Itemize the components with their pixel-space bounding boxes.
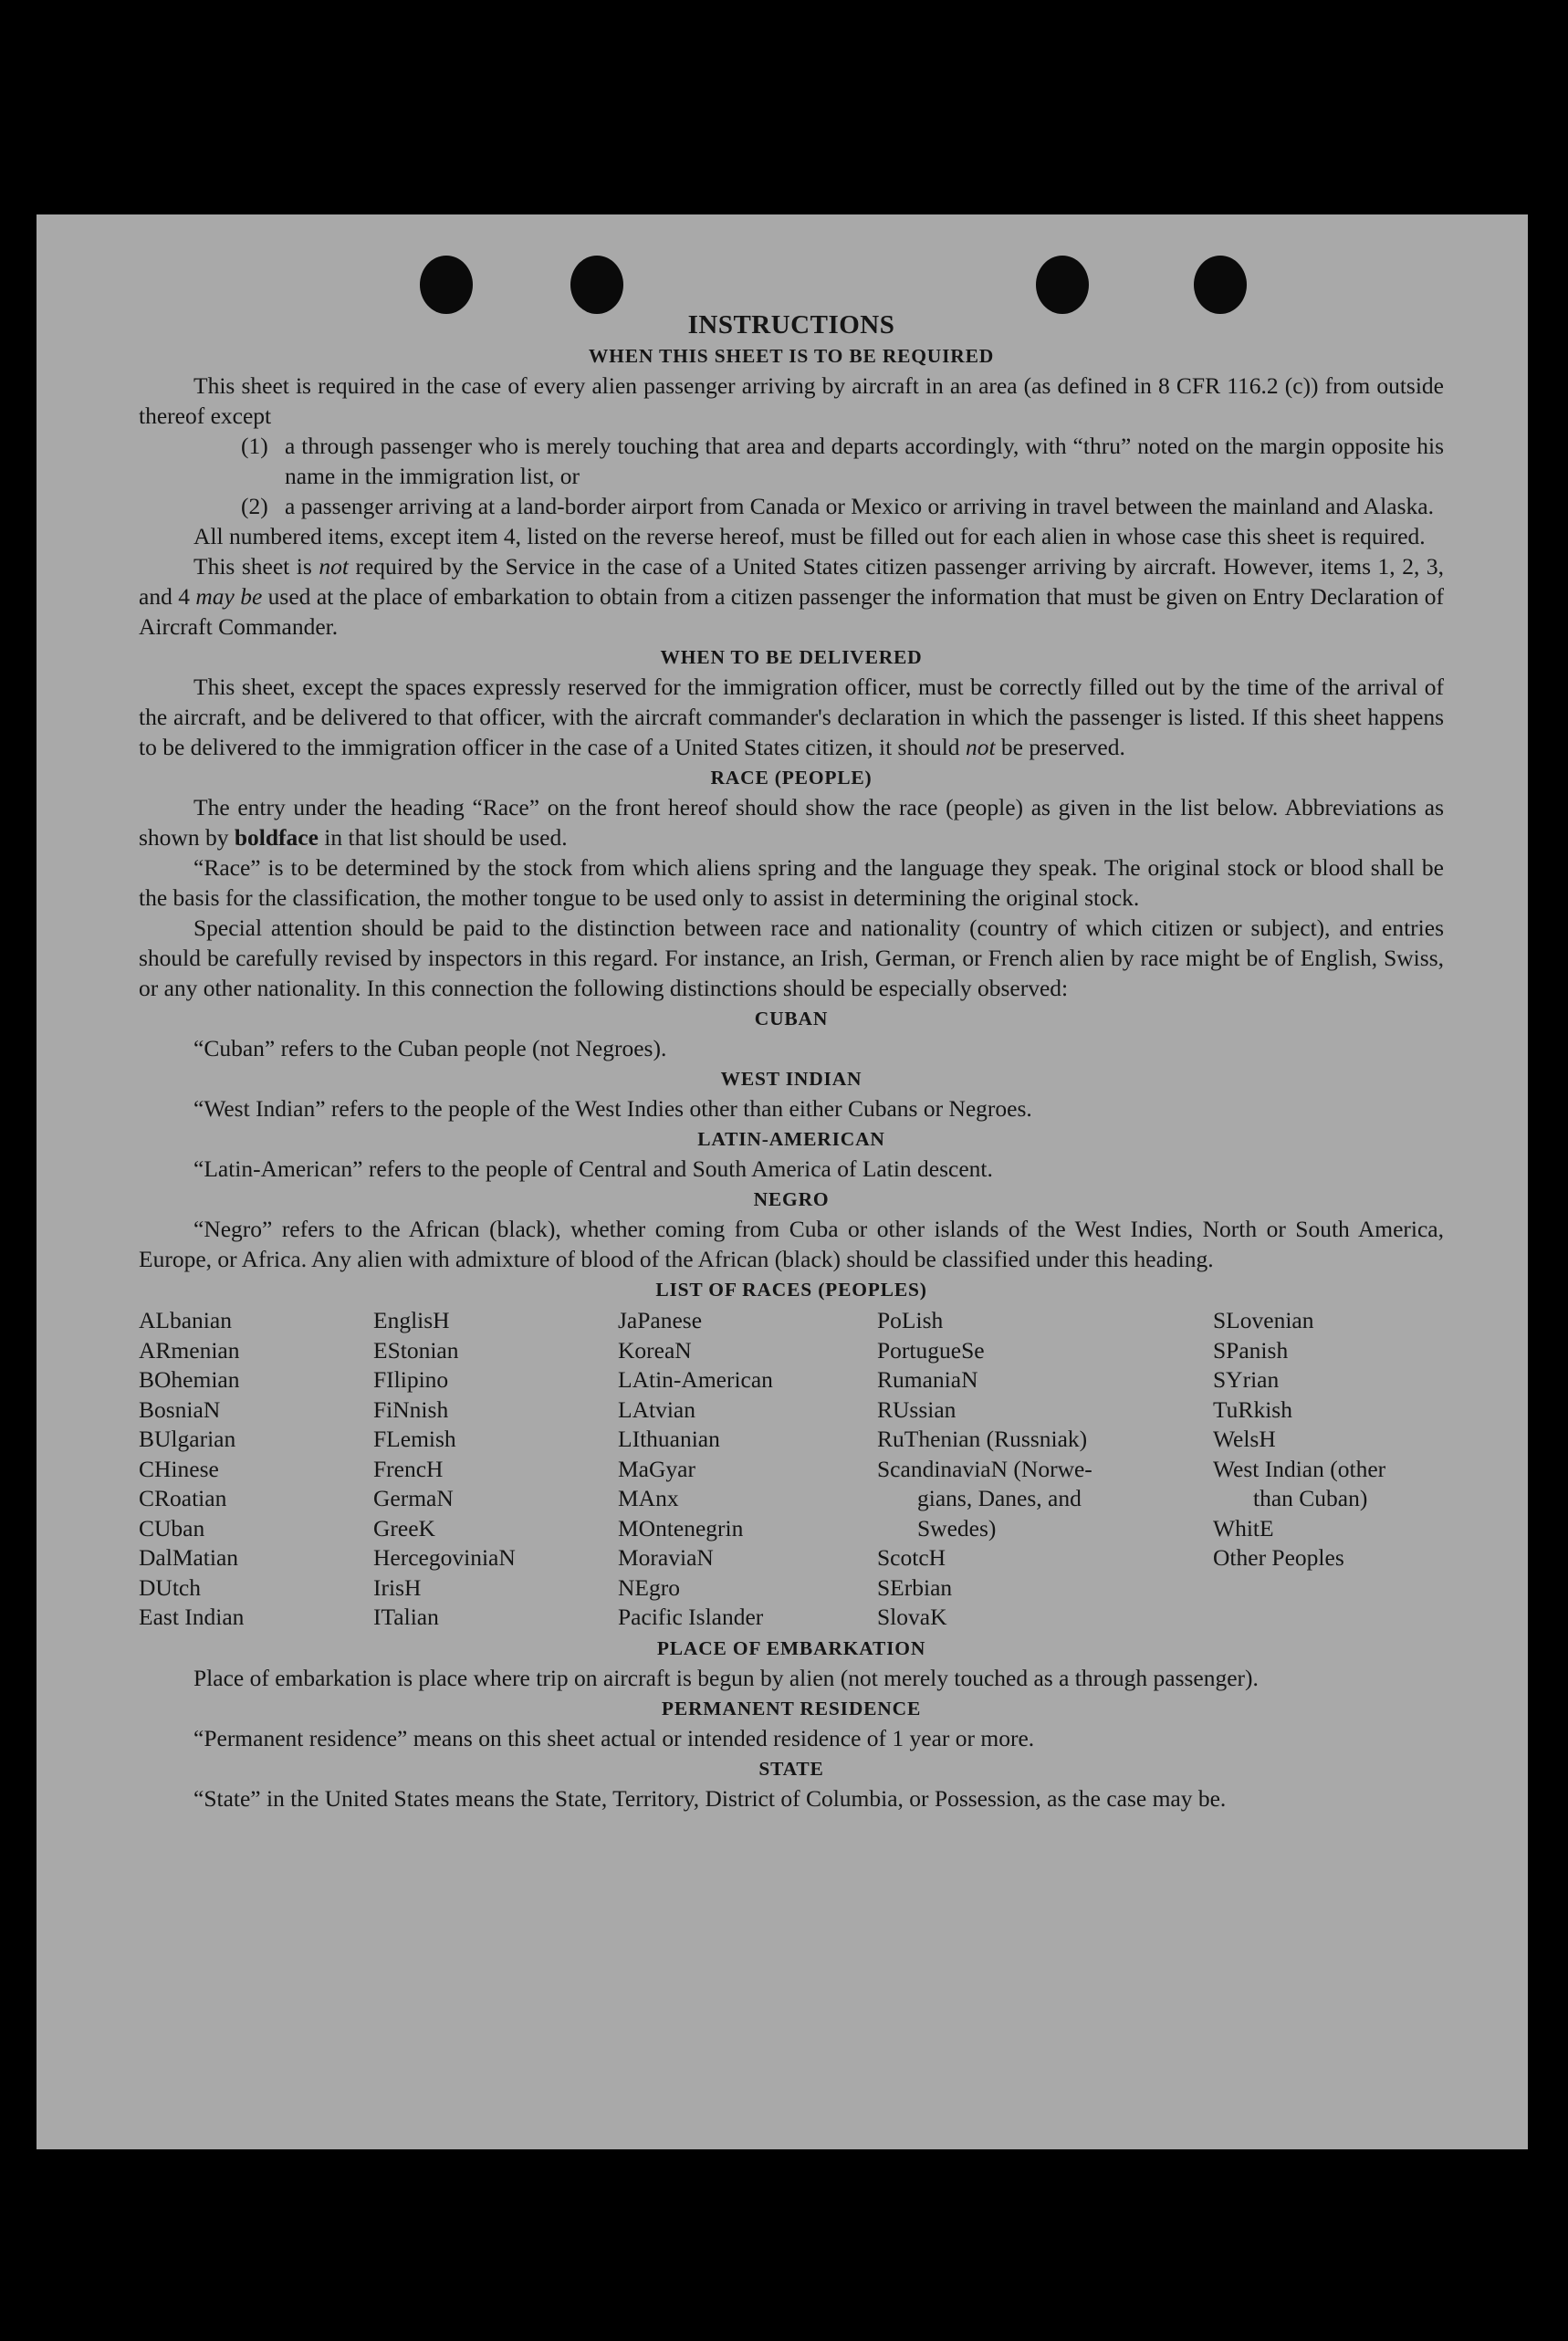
- heading-state: STATE: [758, 1757, 824, 1780]
- delivered-para: This sheet, except the spaces expressly reserved for the immigration officer, must be correctly filled out by the time of the arrival of the aircraft, and be delivered to that officer, with the aircraft commander's declaration in which the passenger is listed. If this sheet happens to be delivered to the immigration officer in the case of a United States citizen, it should not be preserved.: [139, 674, 1444, 760]
- west-indian-text: “West Indian” refers to the people of the West Indies other than either Cubans or Negroes.: [193, 1095, 1032, 1122]
- race-entry: SlovaK: [877, 1604, 947, 1630]
- item-number: (1): [241, 433, 268, 459]
- race-entry: ScotcH: [877, 1544, 946, 1571]
- race-entry: WhitE: [1213, 1514, 1274, 1542]
- race-entry: GermaN: [373, 1485, 454, 1511]
- race-entry: FrencH: [373, 1455, 444, 1482]
- heading-negro: NEGRO: [753, 1188, 830, 1210]
- race-entry: CHinese: [139, 1455, 219, 1482]
- heading-west-indian: WEST INDIAN: [720, 1068, 862, 1090]
- race-entry: SLovenian: [1213, 1307, 1314, 1333]
- state-text: “State” in the United States means the State, Territory, District of Columbia, or Possession, as the case may be.: [193, 1784, 1227, 1812]
- races-list: [139, 1306, 1444, 1633]
- heading-delivered: WHEN TO BE DELIVERED: [660, 646, 923, 668]
- embarkation-text: Place of embarkation is place where trip on aircraft is begun by alien (not merely touched as a through passenger).: [193, 1664, 1259, 1691]
- punch-hole: [420, 256, 473, 314]
- race-entry: ARmenian: [139, 1336, 240, 1364]
- heading-required: WHEN THIS SHEET IS TO BE REQUIRED: [588, 345, 995, 367]
- race-entry: GreeK: [373, 1514, 435, 1542]
- required-intro: This sheet is required in the case of every alien passenger arriving by aircraft in an area (as defined in 8 CFR 116.2 (c)) from outside thereof except: [139, 372, 1444, 429]
- punch-hole: [1036, 256, 1089, 314]
- race-entry: SYrian: [1213, 1366, 1280, 1393]
- heading-race: RACE (PEOPLE): [710, 767, 873, 789]
- heading-races-list: LIST OF RACES (PEOPLES): [655, 1279, 927, 1301]
- race-entry: NEgro: [618, 1573, 680, 1601]
- race-entry: DUtch: [139, 1573, 201, 1601]
- race-entry: JaPanese: [618, 1307, 703, 1333]
- heading-residence: PERMANENT RESIDENCE: [661, 1697, 922, 1719]
- race-entry: RUssian: [877, 1395, 956, 1423]
- race-para-3: Special attention should be paid to the distinction between race and nationality (country of which citizen or subject), and entries should be carefully revised by inspectors in this regard. For instance, an Irish, German, or French alien by race might be of English, Swiss, or any other nationality. In this connection the following distinctions should be especially observed:: [139, 914, 1444, 1001]
- race-entry-continued: gians, Danes, and: [917, 1485, 1082, 1511]
- heading-latin-american: LATIN-AMERICAN: [697, 1128, 885, 1150]
- item-number: (2): [241, 493, 268, 519]
- punch-hole: [570, 256, 623, 314]
- race-entry-continued: than Cuban): [1253, 1485, 1368, 1511]
- race-entry: FIlipino: [373, 1366, 449, 1393]
- race-entry: EStonian: [373, 1336, 459, 1364]
- race-entry: Other Peoples: [1213, 1544, 1344, 1571]
- heading-embarkation: PLACE OF EMBARKATION: [656, 1636, 926, 1659]
- exception-item-1: [139, 431, 1444, 491]
- race-entry: CUban: [139, 1514, 205, 1542]
- race-entry: RumaniaN: [877, 1366, 978, 1393]
- races-column-2: [373, 1306, 618, 1633]
- race-entry: SErbian: [877, 1573, 953, 1601]
- race-entry: LAtvian: [618, 1395, 695, 1423]
- heading-cuban: CUBAN: [754, 1008, 829, 1029]
- exception-item-2: [139, 491, 1444, 521]
- race-entry: LAtin-American: [618, 1366, 773, 1393]
- race-entry: CRoatian: [139, 1485, 227, 1511]
- races-column-5: [1213, 1306, 1444, 1633]
- race-entry: FLemish: [373, 1426, 456, 1452]
- race-entry: WelsH: [1213, 1426, 1276, 1452]
- latin-american-text: “Latin-American” refers to the people of Central and South America of Latin descent.: [193, 1155, 993, 1182]
- race-entry: BOhemian: [139, 1366, 240, 1393]
- race-entry: West Indian (other: [1213, 1455, 1386, 1482]
- race-entry: DalMatian: [139, 1544, 239, 1571]
- race-para-1: The entry under the heading “Race” on the front hereof should show the race (people) as given in the list below. Abbreviations as shown by boldface in that list should be used.: [139, 794, 1444, 851]
- race-entry: EnglisH: [373, 1307, 450, 1333]
- race-para-2: “Race” is to be determined by the stock from which aliens spring and the language they speak. The original stock or blood shall be the basis for the classification, the mother tongue to be used only to assist in determining the original stock.: [139, 854, 1444, 911]
- race-entry: RuThenian (Russniak): [877, 1426, 1088, 1452]
- race-entry: ITalian: [373, 1604, 439, 1630]
- item-text: a through passenger who is merely touching that area and departs accordingly, with “thru” noted on the margin opposite his name in the immigration list, or: [285, 433, 1444, 489]
- race-entry: MOntenegrin: [618, 1514, 744, 1542]
- race-entry: KoreaN: [618, 1336, 692, 1364]
- required-para-3: This sheet is not required by the Service in the case of a United States citizen passenger arriving by aircraft. However, items 1, 2, 3, and 4 may be used at the place of embarkation to obtain from a citizen passenger the information that must be given on Entry Declaration of Aircraft Commander.: [139, 553, 1444, 640]
- instructions-content: [139, 310, 1444, 1813]
- race-entry: MAnx: [618, 1485, 679, 1511]
- race-entry: SPanish: [1213, 1336, 1289, 1364]
- negro-text: “Negro” refers to the African (black), whether coming from Cuba or other islands of the West Indies, North or South America, Europe, or Africa. Any alien with admixture of blood of the African (black) should be classified under this heading.: [139, 1216, 1444, 1272]
- races-column-4: [877, 1306, 1213, 1633]
- race-entry: BUlgarian: [139, 1426, 236, 1452]
- races-column-3: [618, 1306, 877, 1633]
- race-entry: PoLish: [877, 1307, 944, 1333]
- punch-hole: [1194, 256, 1247, 314]
- race-entry: East Indian: [139, 1604, 245, 1630]
- required-para-2: All numbered items, except item 4, listed on the reverse hereof, must be filled out for each alien in whose case this sheet is required.: [193, 523, 1426, 549]
- document-sheet: [37, 214, 1528, 2149]
- race-entry: IrisH: [373, 1573, 422, 1601]
- race-entry: ALbanian: [139, 1307, 232, 1333]
- race-entry: LIthuanian: [618, 1426, 720, 1452]
- item-text: a passenger arriving at a land-border airport from Canada or Mexico or arriving in travel between the mainland and Alaska.: [285, 493, 1434, 519]
- race-entry: PortugueSe: [877, 1336, 985, 1364]
- race-entry: Pacific Islander: [618, 1604, 764, 1630]
- race-entry-continued: Swedes): [917, 1514, 997, 1542]
- race-entry: MaGyar: [618, 1455, 695, 1482]
- page-title: INSTRUCTIONS: [687, 310, 895, 340]
- race-entry: HercegoviniaN: [373, 1544, 516, 1571]
- race-entry: ScandinaviaN (Norwe-: [877, 1455, 1092, 1482]
- race-entry: BosniaN: [139, 1395, 221, 1423]
- races-column-1: [139, 1306, 373, 1633]
- race-entry: MoraviaN: [618, 1544, 714, 1571]
- race-entry: TuRkish: [1213, 1395, 1292, 1423]
- race-entry: FiNnish: [373, 1395, 449, 1423]
- cuban-text: “Cuban” refers to the Cuban people (not Negroes).: [193, 1035, 667, 1061]
- residence-text: “Permanent residence” means on this sheet actual or intended residence of 1 year or more.: [193, 1724, 1035, 1751]
